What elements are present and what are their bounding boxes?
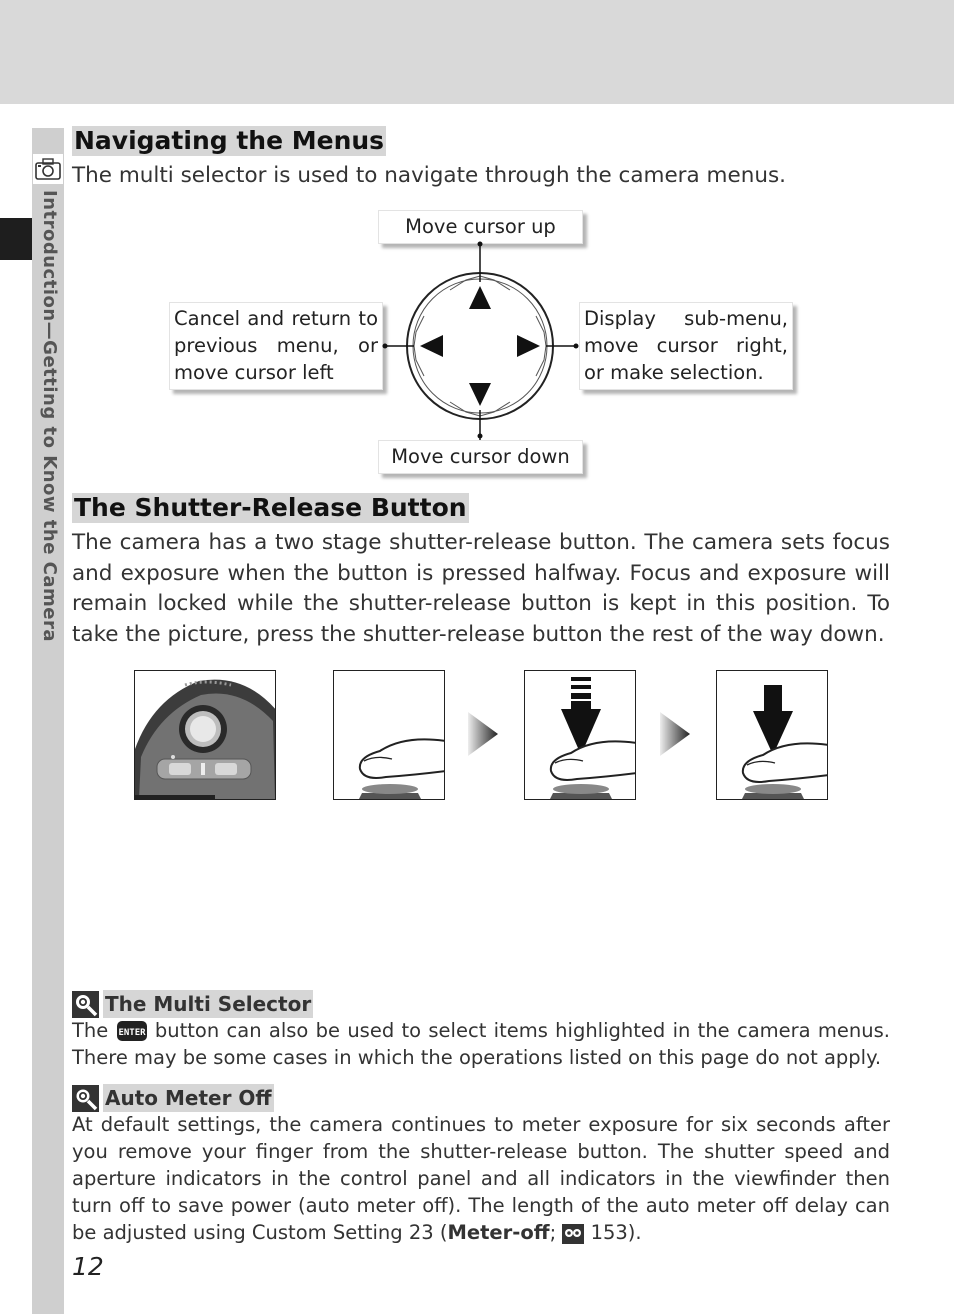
note-text-part: The bbox=[72, 1019, 109, 1042]
note-title-text: Auto Meter Off bbox=[105, 1086, 272, 1110]
note-title-text: The Multi Selector bbox=[105, 992, 312, 1016]
label-move-cursor-down: Move cursor down bbox=[378, 440, 583, 474]
note-auto-meter-off-text bbox=[72, 1111, 890, 1246]
label-display-submenu: Display sub-menu, move cursor right, or make selection. bbox=[579, 302, 793, 390]
camera-icon bbox=[33, 154, 63, 184]
shutter-release-description: The camera has a two stage shutter-release button. The camera sets focus and exposure when the button is pressed halfway. Focus and exposure will remain locked while the shutter-release button is kept in this position. To take the picture, press the shutter-release button the rest of the way down. bbox=[72, 530, 890, 647]
magnifier-note-icon bbox=[72, 1085, 99, 1112]
note-title-multi-selector bbox=[72, 990, 313, 1018]
note-multi-selector-text bbox=[72, 1017, 890, 1071]
finger-half-press bbox=[524, 670, 636, 800]
section-heading-shutter-release: The Shutter-Release Button bbox=[74, 493, 467, 522]
enter-button-icon-label: ENTER bbox=[118, 1028, 146, 1038]
finger-resting-on-button bbox=[333, 670, 445, 800]
enter-button-icon bbox=[116, 1020, 148, 1042]
next-step-arrow-icon bbox=[466, 710, 500, 758]
page-reference-number: 153 bbox=[590, 1221, 628, 1244]
page-number: 12 bbox=[72, 1252, 104, 1281]
note-text-part: button can also be used to select items highlighted in the camera menus. There may be some cases in which the operations listed on this page do not apply. bbox=[72, 1019, 890, 1069]
custom-setting-name: Meter-off bbox=[447, 1221, 550, 1244]
note-text-part: ). bbox=[627, 1221, 642, 1244]
finger-full-press bbox=[716, 670, 828, 800]
top-header-band bbox=[0, 0, 954, 104]
note-text-part: ; bbox=[549, 1221, 557, 1244]
label-move-cursor-up: Move cursor up bbox=[378, 210, 583, 244]
navigating-menus-intro: The multi selector is used to navigate through the camera menus. bbox=[72, 163, 786, 188]
section-heading-navigating-menus: Navigating the Menus bbox=[74, 126, 385, 155]
magnifier-note-icon bbox=[72, 991, 99, 1018]
page-reference-icon bbox=[562, 1224, 584, 1244]
camera-top-photo bbox=[134, 670, 276, 800]
multi-selector-dial bbox=[380, 240, 580, 440]
note-text-part: At default settings, the camera continues to meter exposure for six seconds after you remove your finger from the shutter-release button. The shutter speed and aperture indicators in the control panel and all indicators in the viewfinder then turn off to save power (auto meter off). The length of the auto meter off delay can be adjusted using Custom Setting 23 ( bbox=[72, 1113, 890, 1244]
note-title-auto-meter-off bbox=[72, 1084, 274, 1112]
section-tab-marker bbox=[0, 218, 32, 260]
next-step-arrow-icon bbox=[658, 710, 692, 758]
sidebar-section-label: Introduction—Getting to Know the Camera bbox=[39, 190, 60, 643]
label-cancel-return: Cancel and return to previous menu, or move cursor left bbox=[169, 302, 383, 390]
